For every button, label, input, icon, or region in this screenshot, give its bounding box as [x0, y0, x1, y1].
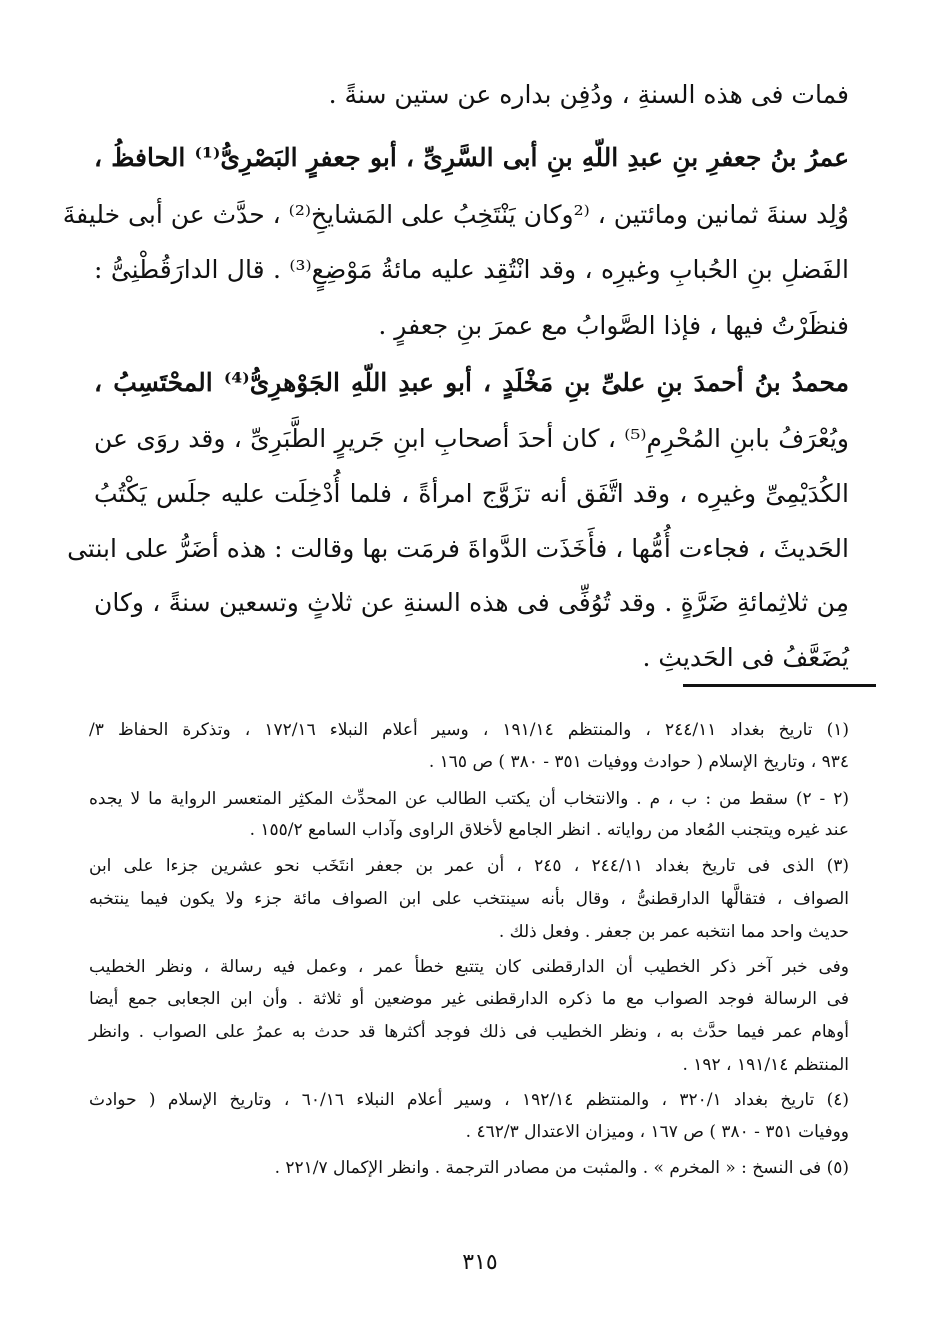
footnote-line: (٥) فى النسخ : « المخرم » . والمثبت من مصادر الترجمة . وانظر الإكمال ٢٢١/٧ . [274, 1158, 849, 1178]
page-number: ٣١٥ [462, 1250, 498, 1275]
footnote-line: (٤) تاريخ بغداد ٣٢٠/١ ، والمنتظم ١٩٢/١٤ ، وسير أعلام النبلاء ٦٠/١٦ ، وتاريخ الإسلام ( حوادث [89, 1090, 849, 1110]
footnote-line: (١) تاريخ بغداد ٢٤٤/١١ ، والمنتظم ١٩١/١٤ ، وسير أعلام النبلاء ١٧٢/١٦ ، وتذكرة الحفاظ ٣/ [89, 720, 849, 740]
entry-heading-muhammad-ibn-ahmad: محمدُ بنُ أحمدَ بنِ علىِّ بنِ مَخْلَدٍ ، أبو عبدِ اللّهِ الجَوْهرِىُّ⁽⁴⁾ المحْتَسِبُ ، [94, 368, 849, 397]
footnote-line: الصواف ، فتقالَّها الدارقطنىُّ ، وقال بأنه سينتخب على ابن الصواف مائة جزء ولا يكون فيما ينتخبه [89, 889, 849, 909]
body-line: يُضَعَّفُ فى الحَديثِ . [642, 643, 849, 672]
body-line: مِن ثلاثِمائةِ ضَرَّةٍ . وقد تُوُفِّى فى هذه السنةِ عن ثلاثٍ وتسعين سنةً ، وكان [94, 588, 849, 617]
footnote-line: فى الرسالة فوجد الصواب مع ما ذكره الدارقطنى غير موضعين أو ثلاثة . وأن ابن الجعابى جمع أيضا [89, 989, 849, 1009]
footnote-line: المنتظم ١٩١/١٤ ، ١٩٢ . [682, 1055, 849, 1075]
body-line: الحَديثَ ، فجاءت أُمُّها ، فأَخَذَت الدَّواةَ فرمَت بها وقالت : هذه أضَرُّ على ابنتى [67, 534, 849, 563]
footnote-line: عند غيره ويتجنب المُعاد من رواياته . انظر الجامع لأخلاق الراوى وآداب السامع ١٥٥/٢ . [249, 820, 849, 840]
entry-heading-umar-ibn-jafar: عمرُ بنُ جعفرِ بنِ عبدِ اللّهِ بنِ أبى السَّرِىِّ ، أبو جعفرٍ البَصْرِىُّ⁽¹⁾ الحافظُ ، [94, 143, 850, 172]
body-line: الكُدَيْمِىِّ وغيرِه ، وقد اتَّفَق أنه تزَوَّج امرأةً ، فلما أُدْخِلَت عليه جلَس يَكْتُبُ [94, 479, 849, 508]
footnote-separator-rule [683, 684, 876, 687]
body-line: وُلِد سنةَ ثمانين ومائتين ، ⁽²وكان يَنْتَخِبُ على المَشايخِ⁽²⁾ ، حدَّث عن أبى خليفةَ [62, 200, 849, 229]
footnote-line: ٩٣٤ ، وتاريخ الإسلام ( حوادث ووفيات ٣٥١ - ٣٨٠ ) ص ١٦٥ . [428, 752, 849, 772]
body-line: فمات فى هذه السنةِ ، ودُفِن بداره عن ستين سنةً . [328, 80, 849, 109]
body-line: الفَضلِ بنِ الحُبابِ وغيرِه ، وقد انْتُقِد عليه مائةُ مَوْضِعٍ⁽³⁾ . قال الدارَقُطْنِىُّ : [94, 255, 849, 284]
footnote-line: حديث واحد مما انتخبه عمر بن جعفر . وفعل ذلك . [498, 922, 849, 942]
footnote-line: (٢ - ٢) سقط من : ب ، م . والانتخاب أن يكتب الطالب عن المحدِّث المكثِر المتعسر الرواية ما لا يجده [89, 789, 849, 809]
footnote-line: وفى خبر آخر ذكر الخطيب أن الدارقطنى كان يتتبع خطأ عمر ، وعمل فيه رسالة ، ونظر الخطيب [89, 957, 849, 977]
footnote-line: (٣) الذى فى تاريخ بغداد ٢٤٤/١١ ، ٢٤٥ ، أن عمر بن جعفر انتَخَب نحو عشرين جزءا على ابن [89, 856, 849, 876]
body-line: فنظَرْتُ فيها ، فإذا الصَّوابُ مع عمرَ بنِ جعفرٍ . [378, 311, 849, 340]
body-line: ويُعْرَفُ بابنِ المُحْرِمِ⁽⁵⁾ ، كان أحدَ أصحابِ ابنِ جَريرٍ الطَّبَرِىِّ ، وقد روَى عن [94, 424, 849, 453]
footnote-line: ووفيات ٣٥١ - ٣٨٠ ) ص ١٦٧ ، وميزان الاعتدال ٤٦٢/٣ . [465, 1122, 849, 1142]
footnote-line: أوهام عمر فيما حدَّث به ، ونظر الخطيب فى ذلك فوجد أكثرها قد حدث به عمرُ على الصواب . وانظر [89, 1022, 849, 1042]
